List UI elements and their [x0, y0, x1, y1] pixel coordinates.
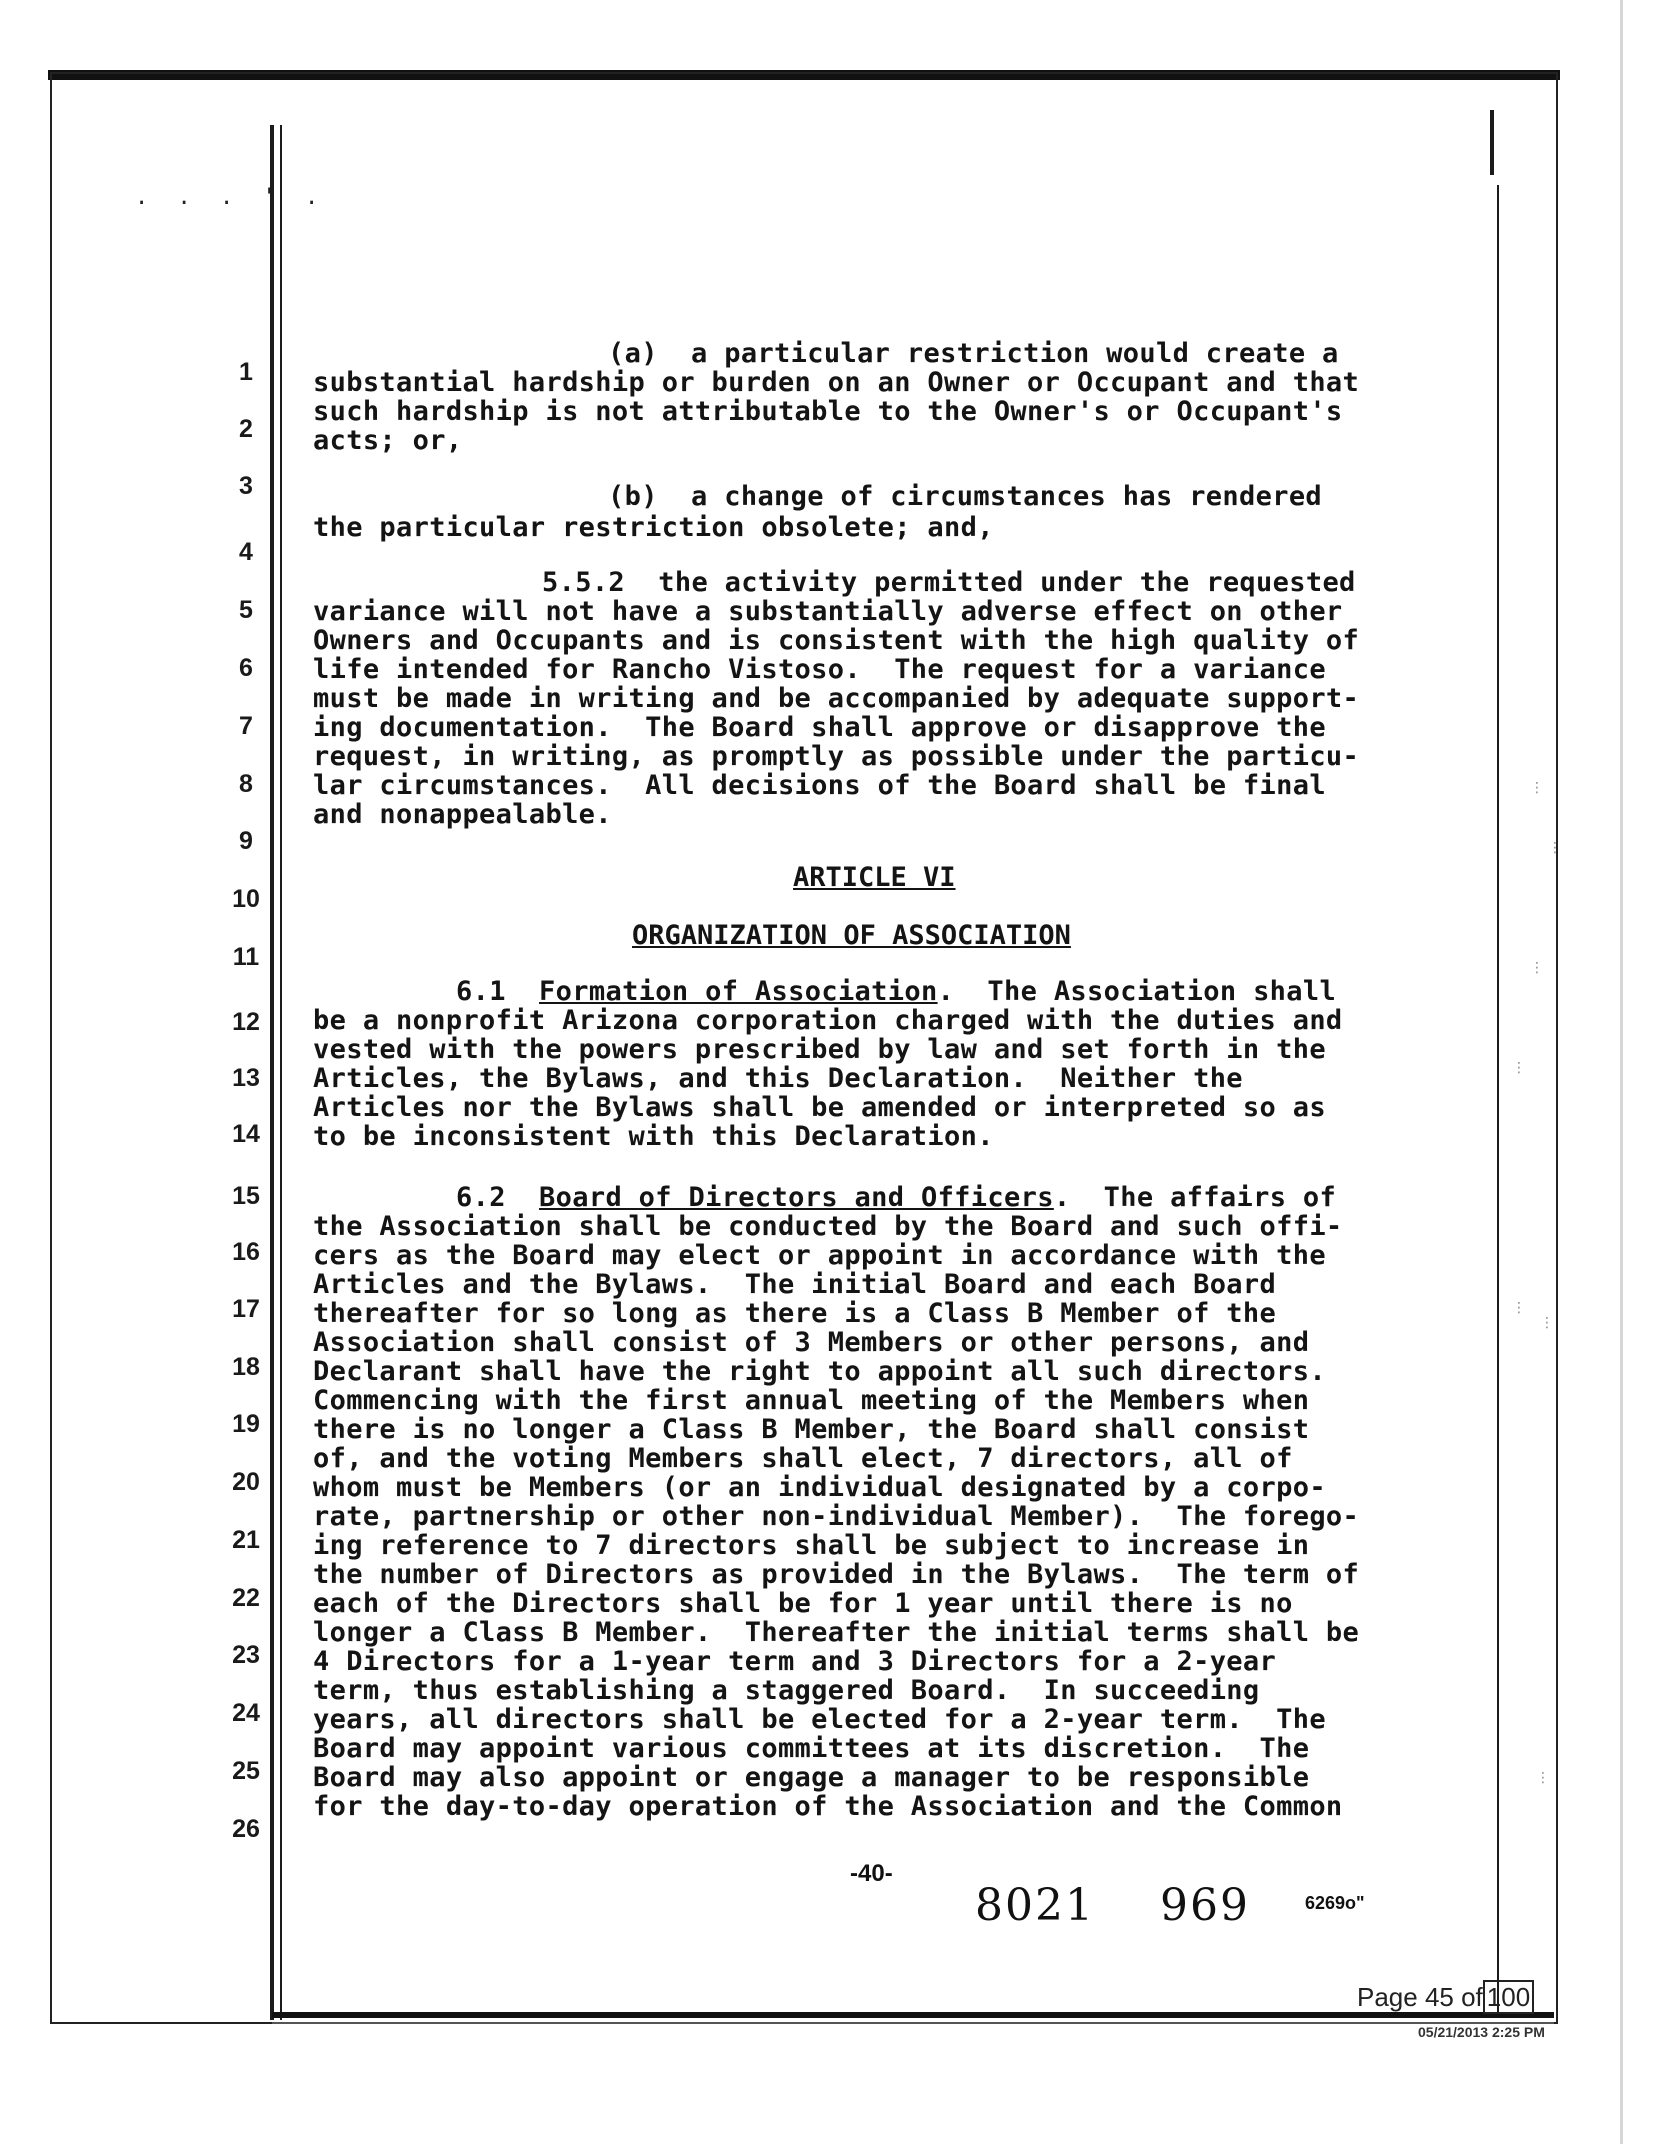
line-number: 6 [239, 654, 253, 682]
text-line: cers as the Board may elect or appoint in accordance with the [313, 1240, 1326, 1271]
recording-suffix: 6269o" [1305, 1893, 1365, 1913]
line-number: 17 [232, 1295, 260, 1323]
scan-speck: ⋮ [1512, 1300, 1526, 1316]
line-number: 23 [232, 1641, 260, 1669]
bottom-border-thin [272, 2022, 1554, 2024]
text-line: Association shall consist of 3 Members or other persons, and [313, 1327, 1310, 1358]
text-line: request, in writing, as promptly as possible under the particu- [313, 741, 1360, 772]
section-number: 6.2 [456, 1182, 506, 1213]
line-number: 1 [239, 358, 253, 386]
text-line: vested with the powers prescribed by law and set forth in the [313, 1034, 1326, 1065]
article-title: ORGANIZATION OF ASSOCIATION [632, 920, 1071, 951]
scan-speck: ⋮ [1540, 1315, 1554, 1331]
section-heading: Formation of Association [539, 976, 938, 1007]
line-number: 8 [239, 770, 253, 798]
text-line: variance will not have a substantially adverse effect on other [313, 596, 1343, 627]
line-number: 26 [232, 1815, 260, 1843]
text-line: Declarant shall have the right to appoint all such directors. [313, 1356, 1326, 1387]
print-timestamp: 05/21/2013 2:25 PM [1418, 2024, 1545, 2040]
text-line: ing reference to 7 directors shall be subject to increase in [313, 1530, 1310, 1561]
text-line: for the day-to-day operation of the Association and the Common [313, 1791, 1343, 1822]
margin-dots: . . . ' . [135, 185, 327, 210]
text-line: to be inconsistent with this Declaration. [313, 1121, 994, 1152]
text-line: years, all directors shall be elected for a 2-year term. The [313, 1704, 1326, 1735]
line-number: 19 [232, 1410, 260, 1438]
line-number: 18 [232, 1353, 260, 1381]
text-line: 4 Directors for a 1-year term and 3 Directors for a 2-year [313, 1646, 1277, 1677]
text-line: each of the Directors shall be for 1 year until there is no [313, 1588, 1293, 1619]
right-rule-top [1490, 110, 1494, 175]
text-line: term, thus establishing a staggered Board. In succeeding [313, 1675, 1260, 1706]
text-line: Board may also appoint or engage a manager to be responsible [313, 1762, 1310, 1793]
margin-rule-outer [270, 125, 274, 2020]
article-heading: ARTICLE VI [793, 862, 956, 893]
section-heading: Board of Directors and Officers [539, 1182, 1054, 1213]
section-6-1-first-line [456, 976, 1336, 1007]
text-line: the Association shall be conducted by the Board and such offi- [313, 1211, 1343, 1242]
line-number: 25 [232, 1757, 260, 1785]
line-number: 4 [239, 538, 253, 566]
text-line: (b) a change of circumstances has rendered [608, 481, 1323, 512]
text-line: whom must be Members (or an individual designated by a corpo- [313, 1472, 1326, 1503]
line-number: 21 [232, 1526, 260, 1554]
text-line: Articles nor the Bylaws shall be amended or interpreted so as [313, 1092, 1326, 1123]
section-text: . The Association shall [937, 976, 1337, 1007]
section-number: 6.1 [456, 976, 506, 1007]
text-line: Commencing with the first annual meeting of the Members when [313, 1385, 1310, 1416]
text-line: longer a Class B Member. Thereafter the initial terms shall be [313, 1617, 1360, 1648]
page-counter-total: 100 [1483, 1980, 1534, 2014]
text-line: the particular restriction obsolete; and, [313, 512, 994, 543]
scan-right-edge [1620, 0, 1623, 2144]
scan-speck: ⋮ [1548, 840, 1562, 856]
line-number: 15 [232, 1182, 260, 1210]
section-text: . The affairs of [1053, 1182, 1337, 1213]
line-number: 13 [232, 1064, 260, 1092]
text-line: the number of Directors as provided in the Bylaws. The term of [313, 1559, 1360, 1590]
scan-speck: ⋮ [1530, 780, 1544, 796]
text-line: Owners and Occupants and is consistent with the high quality of [313, 625, 1360, 656]
text-line: rate, partnership or other non-individual Member). The forego- [313, 1501, 1360, 1532]
scan-speck: ⋮ [1512, 1060, 1526, 1076]
text-line: thereafter for so long as there is a Class B Member of the [313, 1298, 1277, 1329]
text-line: such hardship is not attributable to the Owner's or Occupant's [313, 396, 1343, 427]
scan-speck: ⋮ [1536, 1770, 1550, 1786]
scan-speck: ⋮ [1530, 960, 1544, 976]
line-number: 2 [239, 415, 253, 443]
text-line: of, and the voting Members shall elect, 7 directors, all of [313, 1443, 1293, 1474]
text-line: ing documentation. The Board shall approve or disapprove the [313, 712, 1326, 743]
line-number: 9 [239, 827, 253, 855]
line-number: 22 [232, 1584, 260, 1612]
text-line: Articles and the Bylaws. The initial Board and each Board [313, 1269, 1277, 1300]
text-line: and nonappealable. [313, 799, 612, 830]
line-number: 20 [232, 1468, 260, 1496]
line-number: 7 [239, 712, 253, 740]
right-rule [1497, 185, 1499, 2015]
text-line: substantial hardship or burden on an Owner or Occupant and that [313, 367, 1360, 398]
line-number: 24 [232, 1699, 260, 1727]
line-number: 12 [232, 1008, 260, 1036]
line-number: 14 [232, 1120, 260, 1148]
text-line: be a nonprofit Arizona corporation charged with the duties and [313, 1005, 1343, 1036]
text-line: acts; or, [313, 425, 463, 456]
line-number: 11 [232, 943, 260, 971]
text-line: must be made in writing and be accompanied by adequate support- [313, 683, 1360, 714]
line-number: 10 [232, 885, 260, 913]
text-line: 5.5.2 the activity permitted under the requested [542, 567, 1356, 598]
page-counter-label: Page 45 of [1357, 1982, 1483, 2012]
section-6-2-first-line [456, 1182, 1336, 1213]
text-line: Board may appoint various committees at its discretion. The [313, 1733, 1310, 1764]
line-number: 5 [239, 596, 253, 624]
page-counter [1357, 1982, 1534, 2013]
text-line: lar circumstances. All decisions of the Board shall be final [313, 770, 1326, 801]
line-number: 16 [232, 1238, 260, 1266]
page-number: -40- [850, 1860, 893, 1887]
text-line: there is no longer a Class B Member, the Board shall consist [313, 1414, 1310, 1445]
margin-rule-inner [280, 125, 282, 2020]
recording-number-a: 8021 [975, 1880, 1095, 1931]
text-line: Articles, the Bylaws, and this Declaration. Neither the [313, 1063, 1243, 1094]
line-number: 3 [239, 472, 253, 500]
text-line: (a) a particular restriction would create a [608, 338, 1339, 369]
recording-number-b: 969 [1160, 1880, 1250, 1931]
text-line: life intended for Rancho Vistoso. The request for a variance [313, 654, 1326, 685]
